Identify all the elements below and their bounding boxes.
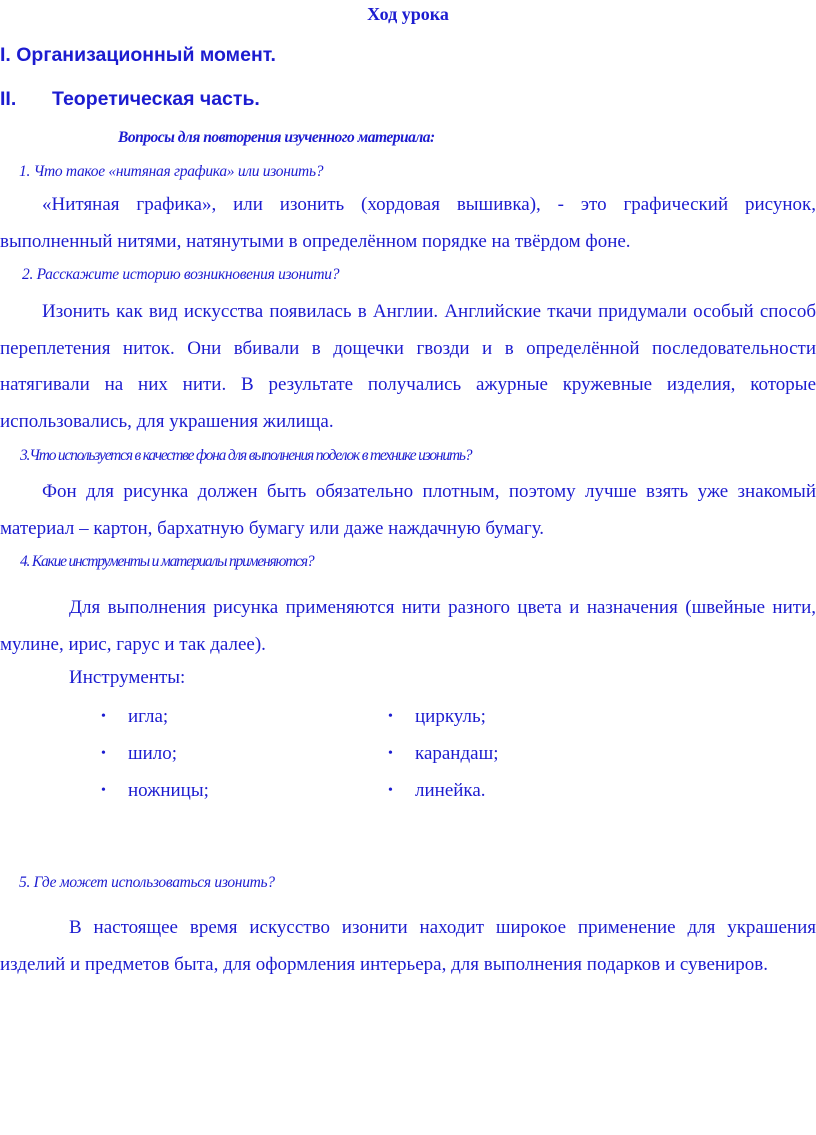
- answer-1-text: «Нитяная графика», или изонить (хордовая вышивка), - это графический рисунок, выполненный нитями, натянутыми в определённом порядке на твёрдом фоне.: [0, 194, 816, 252]
- bullet-icon: •: [101, 709, 106, 724]
- bullet-icon: •: [101, 746, 106, 761]
- page-title: Ход урока: [367, 4, 449, 24]
- question-3: 3.Что используется в качестве фона для выполнения поделок в технике изонить?: [20, 447, 472, 464]
- answer-2: [0, 294, 816, 440]
- bullet-icon: •: [388, 746, 393, 761]
- questions-subheading: Вопросы для повторения изученного материала:: [118, 129, 435, 146]
- bullet-icon: •: [388, 783, 393, 798]
- question-1: 1. Что такое «нитяная графика» или изонить?: [19, 163, 324, 180]
- question-2: 2. Расскажите историю возникновения изонити?: [22, 266, 340, 283]
- question-4: 4. Какие инструменты и материалы применяются?: [20, 553, 314, 570]
- answer-4: [0, 590, 816, 663]
- answer-3: [0, 474, 816, 547]
- answer-5: [0, 910, 816, 983]
- answer-2-text: Изонить как вид искусства появилась в Англии. Английские ткачи придумали особый способ переплетения ниток. Они вбивали в дощечки гвозди и в определённой последовательности натягивали на них нити. В результате получались ажурные кружевные изделия, которые использовались, для украшения жилища.: [0, 301, 816, 432]
- answer-1: [0, 187, 816, 260]
- answer-5-text: В настоящее время искусство изонити находит широкое применение для украшения изделий и предметов быта, для оформления интерьера, для выполнения подарков и сувениров.: [0, 917, 816, 975]
- answer-3-text: Фон для рисунка должен быть обязательно плотным, поэтому лучше взять уже знакомый материал – картон, бархатную бумагу или даже наждачную бумагу.: [0, 481, 816, 539]
- question-5: 5. Где может использоваться изонить?: [19, 874, 275, 891]
- section-heading-1: I. Организационный момент.: [0, 44, 276, 66]
- answer-4-text: Для выполнения рисунка применяются нити разного цвета и назначения (швейные нити, мулине, ирис, гарус и так далее).: [0, 597, 816, 655]
- section-number: II.: [0, 88, 17, 110]
- section-label: Теоретическая часть.: [52, 88, 260, 110]
- bullet-icon: •: [101, 783, 106, 798]
- section-heading-2: [0, 88, 260, 111]
- bullet-icon: •: [388, 709, 393, 724]
- tools-heading: Инструменты:: [69, 667, 186, 688]
